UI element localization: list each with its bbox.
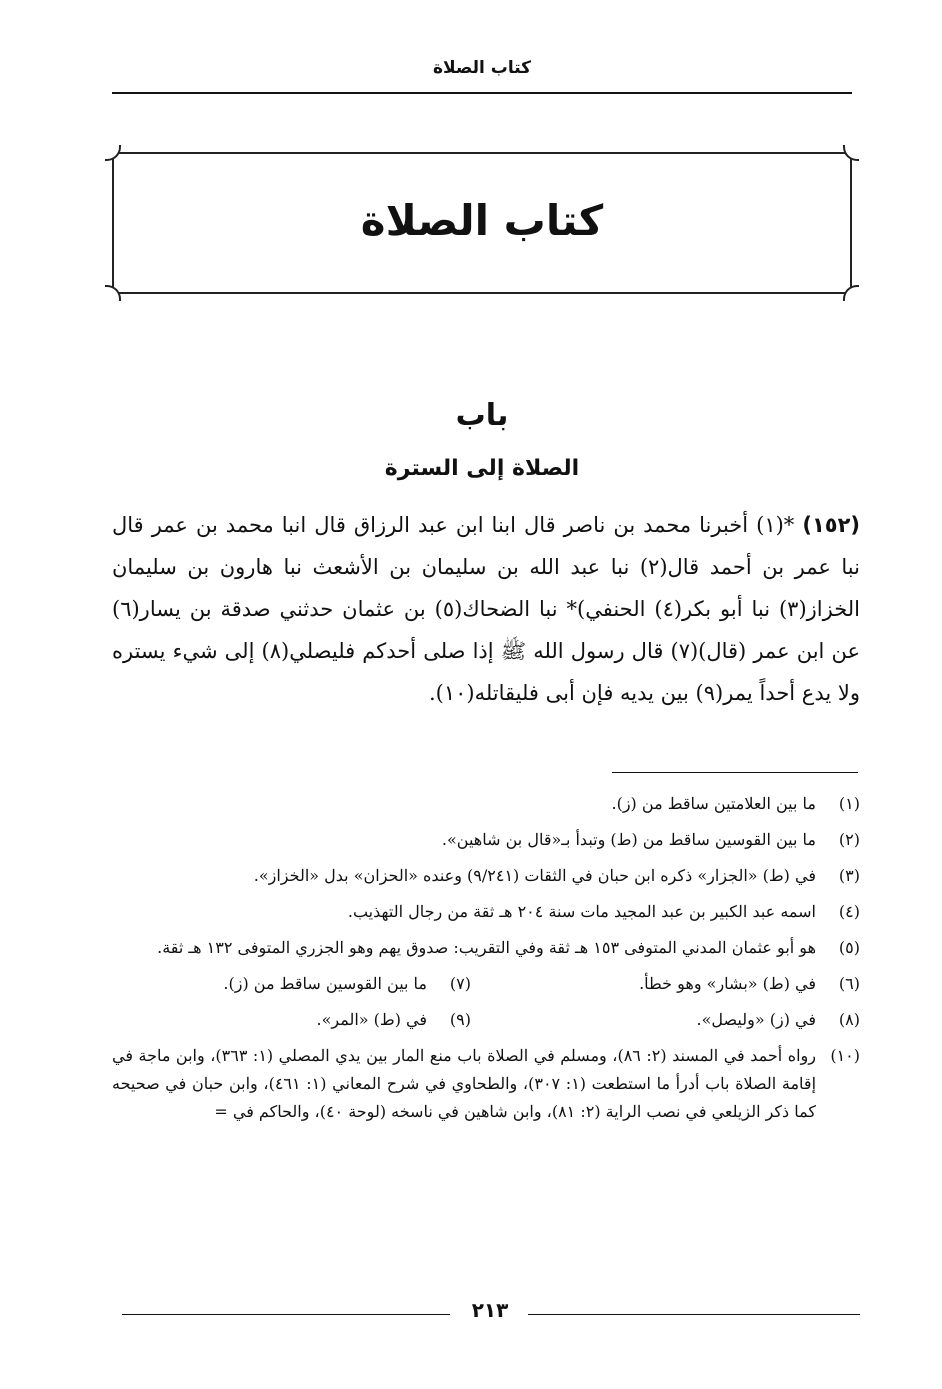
- footnote-text: في (ط) «بشار» وهو خطأ.: [639, 974, 816, 993]
- header-rule: [112, 92, 852, 94]
- footnote: [501, 970, 860, 998]
- hadith-text: *(١) أخبرنا محمد بن ناصر قال ابنا ابن عبد الرزاق قال انبا محمد بن عمر قال نبا عمر بن أحمد قال(٢) نبا عبد الله بن سليمان بن الأشعث نبا هارون بن سليمان الخزاز(٣) نبا أبو بكر(٤) الحنفي)* نبا الضحاك(٥) بن عثمان حدثني صدقة بن يسار(٦) عن ابن عمر (قال)(٧) قال رسول الله ﷺ إذا صلى أحدكم فليصلي(٨) إلى شيء يستره ولا يدع أحداً يمر(٩) بين يديه فإن أبى فليقاتله(١٠).: [112, 513, 860, 705]
- frame-corner-ornament: [843, 285, 859, 301]
- footnote-pair: [112, 1006, 860, 1034]
- footnote-text: رواه أحمد في المسند (٢: ٨٦)، ومسلم في الصلاة باب منع المار بين يدي المصلي (١: ٣٦٣)، وابن ماجة في إقامة الصلاة باب أدرأ ما استطعت (١: ٣٠٧)، والطحاوي في شرح المعاني (١: ٤٦١)، وابن حبان في صحيحه كما ذكر الزيلعي في نصب الراية (٢: ٨١)، وابن شاهين في ناسخه (لوحة ٤٠)، والحاكم في =: [112, 1046, 817, 1121]
- footnote-pair: [112, 970, 860, 998]
- frame-corner-ornament: [105, 285, 121, 301]
- footnote-text: في (ز) «وليصل».: [696, 1010, 816, 1029]
- hadith-number: (١٥٢): [802, 513, 860, 537]
- footnote-text: في (ط) «المر».: [316, 1010, 427, 1029]
- footnote: [112, 1042, 860, 1126]
- frame-corner-ornament: [843, 145, 859, 161]
- footnote: [112, 790, 860, 818]
- footnote: [112, 934, 860, 962]
- book-title-frame: [112, 152, 852, 294]
- footnote-text: اسمه عبد الكبير بن عبد المجيد مات سنة ٢٠٤ هـ ثقة من رجال التهذيب.: [347, 902, 816, 921]
- footnote: [112, 862, 860, 890]
- footer-rule-right: [528, 1314, 860, 1315]
- footnote-text: في (ط) «الجزار» ذكره ابن حبان في الثقات (٩/٢٤١) وعنده «الحزان» بدل «الخزاز».: [253, 866, 816, 885]
- footnote-separator: [612, 772, 858, 773]
- footnote-number: (٤): [838, 902, 860, 921]
- footnote-text: ما بين القوسين ساقط من (ط) وتبدأ بـ«قال بن شاهين».: [441, 830, 816, 849]
- running-head: كتاب الصلاة: [432, 58, 532, 78]
- book-title: كتاب الصلاة: [360, 196, 604, 245]
- footnotes: [112, 790, 860, 1134]
- chapter-title: الصلاة إلى السترة: [384, 456, 580, 481]
- footnote-number: (٧): [449, 974, 471, 993]
- footnote-text: ما بين القوسين ساقط من (ز).: [223, 974, 427, 993]
- footnote-number: (٨): [838, 1010, 860, 1029]
- footnote-number: (٦): [838, 974, 860, 993]
- footnote-number: (١): [838, 794, 860, 813]
- footnote-number: (٥): [838, 938, 860, 957]
- footnote-text: ما بين العلامتين ساقط من (ز).: [611, 794, 816, 813]
- footer-rule-left: [122, 1314, 450, 1315]
- footnote-text: هو أبو عثمان المدني المتوفى ١٥٣ هـ ثقة وفي التقريب: صدوق يهم وهو الجزري المتوفى ١٣٢ هـ ثقة.: [157, 938, 816, 957]
- footnote: [501, 1006, 860, 1034]
- footnote-number: (٢): [838, 830, 860, 849]
- footnote-number: (٩): [449, 1010, 471, 1029]
- chapter-heading: باب: [455, 398, 509, 433]
- footnote-number: (٣): [838, 866, 860, 885]
- footnote-number: (١٠): [830, 1046, 860, 1065]
- footnote: [112, 970, 471, 998]
- footnote: [112, 898, 860, 926]
- footnote: [112, 826, 860, 854]
- hadith-text-block: [112, 504, 860, 714]
- footnote: [112, 1006, 471, 1034]
- page-number: ٢١٣: [471, 1298, 509, 1322]
- page-footer: [122, 1298, 860, 1328]
- frame-corner-ornament: [105, 145, 121, 161]
